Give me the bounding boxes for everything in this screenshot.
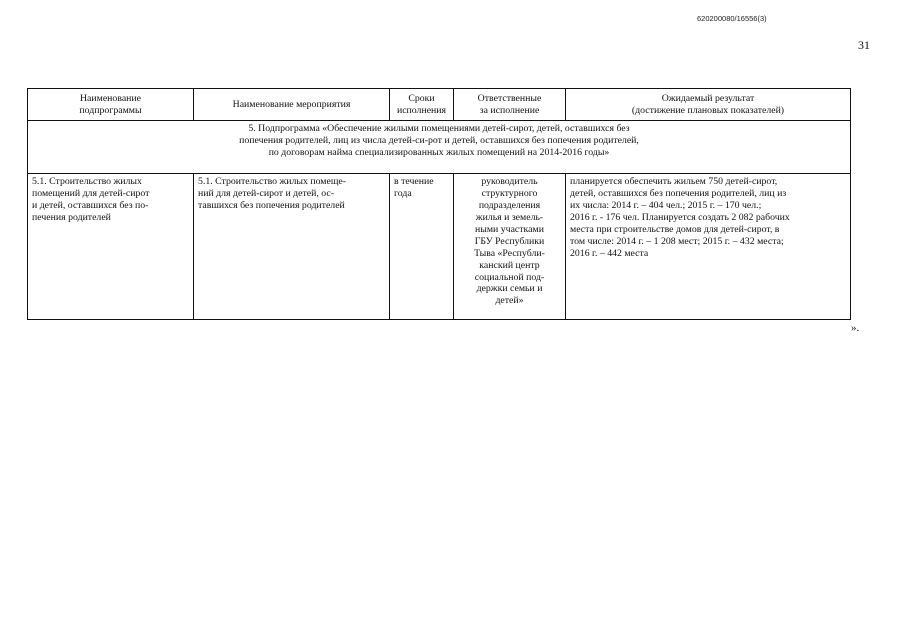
text-line: детей» bbox=[495, 295, 524, 307]
text-line: канский центр bbox=[479, 259, 540, 271]
text-line: держки семьи и bbox=[476, 283, 543, 295]
header-expected-result bbox=[566, 89, 851, 121]
text-line: руководитель bbox=[481, 176, 538, 187]
text-line: Ответственные bbox=[477, 92, 542, 104]
cell-activity-name bbox=[194, 174, 390, 320]
text-line: подпрограммы bbox=[79, 104, 142, 116]
cell-responsible bbox=[454, 174, 566, 320]
text-line: том числе: 2014 г. – 1 208 мест; 2015 г. – 432 места; bbox=[570, 235, 784, 247]
table-row bbox=[28, 174, 851, 320]
text-line: социальной под- bbox=[474, 271, 545, 283]
text-line: помещений для детей-сирот bbox=[32, 187, 150, 199]
cell-expected-result bbox=[566, 174, 851, 320]
text-line: исполнения bbox=[396, 104, 447, 116]
text-line: года bbox=[394, 187, 412, 199]
text-line: структурного bbox=[481, 187, 538, 199]
text-line: Наименование bbox=[79, 92, 142, 104]
subprogram-title-row bbox=[28, 121, 851, 174]
closing-quote-mark: ». bbox=[851, 322, 860, 334]
text-line: тавшихся без попечения родителей bbox=[198, 199, 345, 211]
text-line: в течение bbox=[394, 176, 434, 187]
text-line: по договорам найма специализированных жилых помещений на 2014-2016 годы» bbox=[268, 146, 610, 158]
text-line: (достижение плановых показателей) bbox=[631, 104, 785, 116]
page-number: 31 bbox=[858, 38, 870, 52]
text-line: попечения родителей, лиц из числа детей-си-рот и детей, оставшихся без попечения родителей, bbox=[239, 134, 639, 146]
text-line: Ожидаемый результат bbox=[661, 92, 755, 104]
text-line: 5.1. Строительство жилых помеще- bbox=[198, 176, 347, 187]
text-line: ГБУ Республики bbox=[474, 235, 545, 247]
text-line: 5. Подпрограмма «Обеспечение жилыми помещениями детей-сирот, детей, оставшихся без bbox=[248, 123, 630, 134]
cell-deadline bbox=[390, 174, 454, 320]
text-line: подразделения bbox=[478, 199, 541, 211]
text-line: 2016 г. – 442 места bbox=[570, 247, 649, 259]
text-line: их числа: 2014 г. – 404 чел.; 2015 г. – 170 чел.; bbox=[570, 199, 762, 211]
text-line: Сроки bbox=[408, 92, 435, 104]
text-line: 5.1. Строительство жилых bbox=[32, 176, 142, 187]
header-activity bbox=[194, 89, 390, 121]
text-line: места при строительстве домов для детей-сирот, в bbox=[570, 223, 780, 235]
text-line: печения родителей bbox=[32, 211, 111, 223]
subprogram-title bbox=[28, 121, 851, 174]
header-responsible bbox=[454, 89, 566, 121]
document-id: 620200080/16556(3) bbox=[697, 14, 767, 23]
text-line: жилья и земель- bbox=[475, 211, 544, 223]
text-line: ний для детей-сирот и детей, ос- bbox=[198, 187, 335, 199]
text-line: Тыва «Республи- bbox=[474, 247, 545, 259]
text-line: и детей, оставшихся без по- bbox=[32, 199, 149, 211]
text-line: Наименование мероприятия bbox=[232, 98, 351, 110]
subprogram-table bbox=[27, 88, 851, 320]
header-deadline bbox=[390, 89, 454, 121]
text-line: за исполнение bbox=[479, 104, 540, 116]
text-line: 2016 г. - 176 чел. Планируется создать 2 082 рабочих bbox=[570, 211, 790, 223]
text-line: детей, оставшихся без попечения родителей, лиц из bbox=[570, 187, 787, 199]
cell-subprogram-name bbox=[28, 174, 194, 320]
text-line: планируется обеспечить жильем 750 детей-сирот, bbox=[570, 176, 778, 187]
header-subprogram bbox=[28, 89, 194, 121]
text-line: ными участками bbox=[475, 223, 544, 235]
table-header-row bbox=[28, 89, 851, 121]
